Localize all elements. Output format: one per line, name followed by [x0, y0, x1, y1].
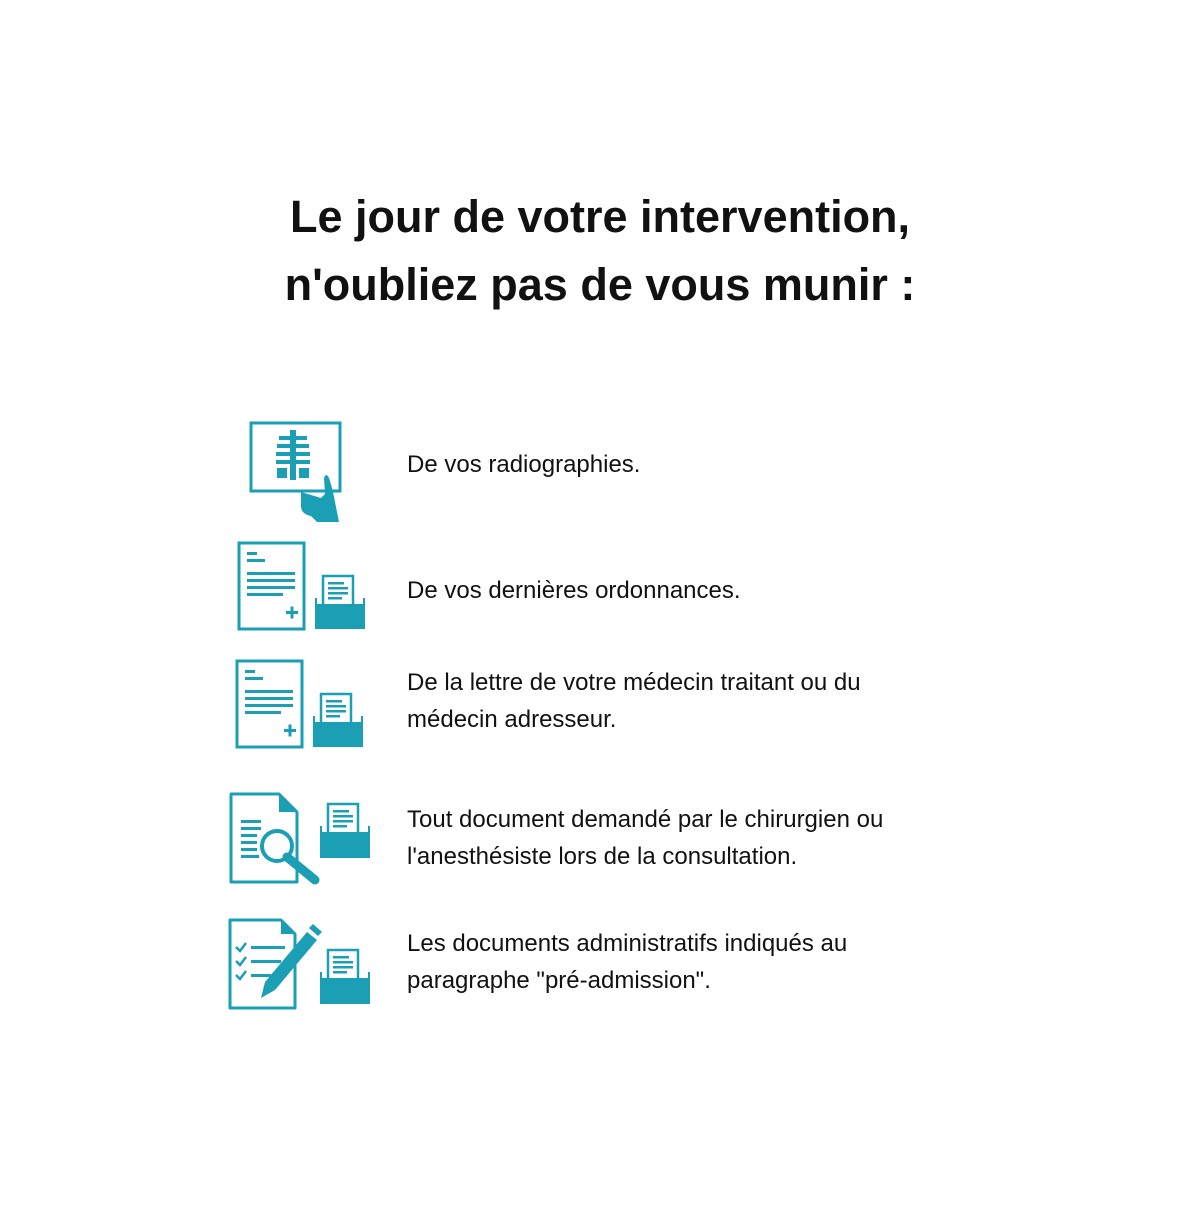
- item-line: l'anesthésiste lors de la consultation.: [407, 843, 798, 870]
- item-text: [407, 446, 967, 483]
- item-line: paragraphe "pré-admission".: [407, 967, 711, 994]
- item-text: [407, 925, 967, 999]
- item-text: [407, 664, 967, 738]
- checklist-pen-folder-icon: [225, 916, 375, 1016]
- item-line: Les documents administratifs indiqués au: [407, 930, 848, 957]
- title-line-2: n'oubliez pas de vous munir :: [284, 259, 916, 310]
- item-line: médecin adresseur.: [407, 706, 617, 733]
- item-text: [407, 801, 967, 875]
- item-line: Tout document demandé par le chirurgien ou: [407, 806, 884, 833]
- document-search-folder-icon: [225, 790, 375, 890]
- prescription-folder-icon: [225, 540, 375, 635]
- title-line-1: Le jour de votre intervention,: [289, 191, 911, 242]
- item-text: [407, 572, 967, 609]
- xray-hand-icon: [225, 420, 375, 525]
- item-line: De vos dernières ordonnances.: [407, 577, 741, 604]
- item-line: De vos radiographies.: [407, 451, 641, 478]
- item-line: De la lettre de votre médecin traitant ou du: [407, 669, 861, 696]
- prescription-folder-icon: [225, 658, 375, 753]
- page-title: [0, 183, 1200, 319]
